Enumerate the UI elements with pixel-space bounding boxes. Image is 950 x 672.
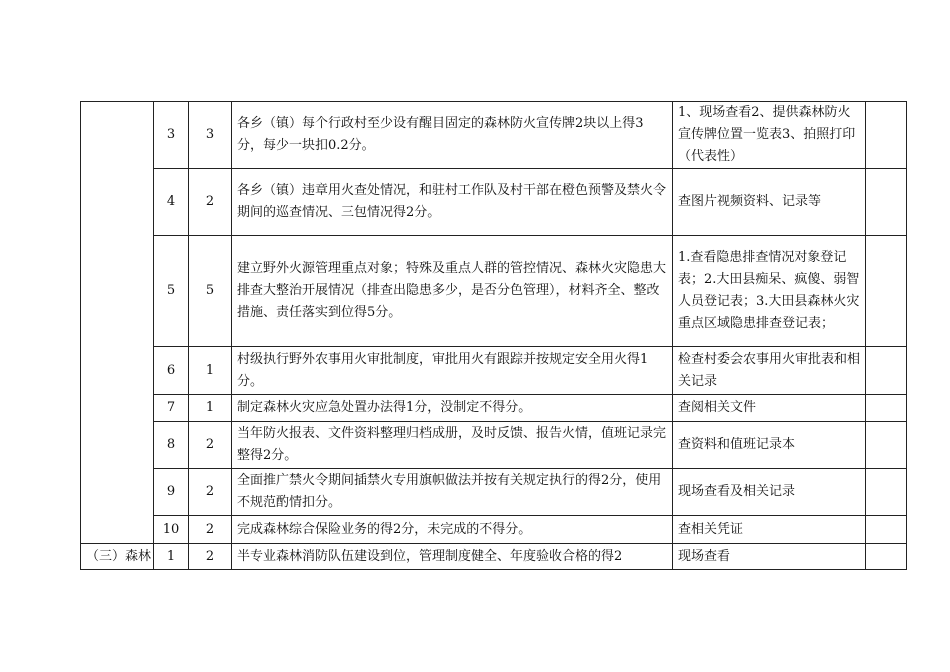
remark-cell — [866, 347, 907, 395]
method-cell: 查阅相关文件 — [673, 395, 866, 422]
remark-cell — [866, 422, 907, 469]
table-row — [81, 236, 907, 347]
score-cell: 2 — [189, 469, 232, 516]
item-number-cell: 3 — [154, 102, 189, 169]
score-cell: 1 — [189, 395, 232, 422]
remark-cell — [866, 169, 907, 236]
method-cell: 1、现场查看2、提供森林防火宣传牌位置一览表3、拍照打印（代表性） — [673, 102, 866, 169]
remark-cell — [866, 469, 907, 516]
requirement-cell: 建立野外火源管理重点对象；特殊及重点人群的管控情况、森林火灾隐患大排查大整治开展情况（排查出隐患多少，是否分色管理），材料齐全、整改措施、责任落实到位得5分。 — [232, 236, 673, 347]
category-cell: （三）森林 — [81, 544, 154, 570]
requirement-cell: 半专业森林消防队伍建设到位，管理制度健全、年度验收合格的得2 — [232, 544, 673, 570]
score-cell: 1 — [189, 347, 232, 395]
remark-cell — [866, 395, 907, 422]
table-row — [81, 469, 907, 516]
method-cell: 查相关凭证 — [673, 516, 866, 544]
score-cell: 2 — [189, 169, 232, 236]
score-cell: 2 — [189, 544, 232, 570]
method-cell: 现场查看 — [673, 544, 866, 570]
item-number-cell: 5 — [154, 236, 189, 347]
score-cell: 2 — [189, 516, 232, 544]
score-cell: 2 — [189, 422, 232, 469]
table-row — [81, 169, 907, 236]
score-cell: 5 — [189, 236, 232, 347]
item-number-cell: 8 — [154, 422, 189, 469]
requirement-cell: 制定森林火灾应急处置办法得1分，没制定不得分。 — [232, 395, 673, 422]
method-cell: 1.查看隐患排查情况对象登记表；2.大田县痴呆、疯傻、弱智人员登记表；3.大田县森林火灾重点区域隐患排查登记表； — [673, 236, 866, 347]
item-number-cell: 4 — [154, 169, 189, 236]
table-row — [81, 395, 907, 422]
requirement-cell: 全面推广禁火令期间插禁火专用旗帜做法并按有关规定执行的得2分，使用不规范酌情扣分。 — [232, 469, 673, 516]
table-row — [81, 544, 907, 570]
requirement-cell: 各乡（镇）违章用火查处情况，和驻村工作队及村干部在橙色预警及禁火令期间的巡查情况、三包情况得2分。 — [232, 169, 673, 236]
item-number-cell: 6 — [154, 347, 189, 395]
assessment-table — [80, 101, 907, 570]
remark-cell — [866, 102, 907, 169]
item-number-cell: 9 — [154, 469, 189, 516]
item-number-cell: 1 — [154, 544, 189, 570]
table-row — [81, 516, 907, 544]
score-cell: 3 — [189, 102, 232, 169]
table-row — [81, 422, 907, 469]
method-cell: 现场查看及相关记录 — [673, 469, 866, 516]
method-cell: 查图片视频资料、记录等 — [673, 169, 866, 236]
table-row — [81, 102, 907, 169]
requirement-cell: 村级执行野外农事用火审批制度，审批用火有跟踪并按规定安全用火得1分。 — [232, 347, 673, 395]
method-cell: 检查村委会农事用火审批表和相关记录 — [673, 347, 866, 395]
remark-cell — [866, 236, 907, 347]
requirement-cell: 各乡（镇）每个行政村至少设有醒目固定的森林防火宣传牌2块以上得3分，每少一块扣0.2分。 — [232, 102, 673, 169]
requirement-cell: 完成森林综合保险业务的得2分，未完成的不得分。 — [232, 516, 673, 544]
method-cell: 查资料和值班记录本 — [673, 422, 866, 469]
table-row — [81, 347, 907, 395]
category-cell — [81, 102, 154, 544]
requirement-cell: 当年防火报表、文件资料整理归档成册，及时反馈、报告火情，值班记录完整得2分。 — [232, 422, 673, 469]
item-number-cell: 10 — [154, 516, 189, 544]
remark-cell — [866, 544, 907, 570]
item-number-cell: 7 — [154, 395, 189, 422]
remark-cell — [866, 516, 907, 544]
